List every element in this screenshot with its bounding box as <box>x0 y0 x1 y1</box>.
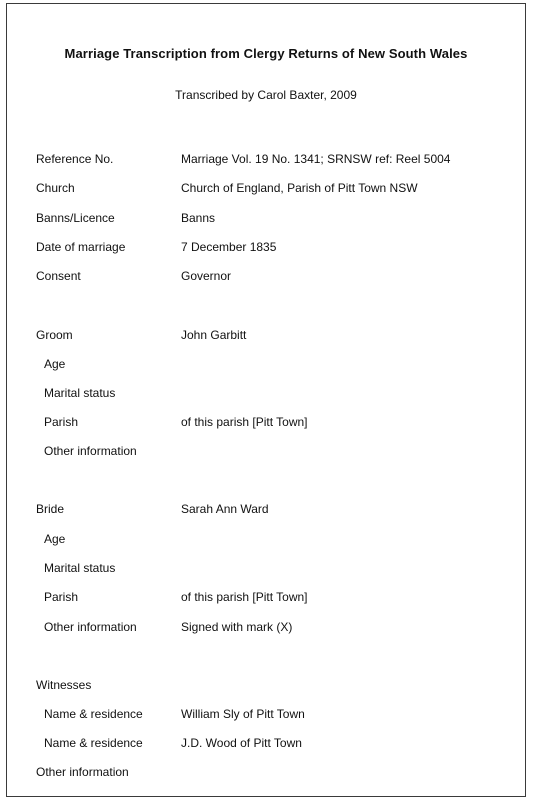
church-row <box>7 179 525 197</box>
banns-row <box>7 209 525 227</box>
groom-other-row <box>7 442 525 460</box>
consent-row <box>7 267 525 285</box>
witness-2-label: Name & residence <box>44 736 143 750</box>
witness-1-label: Name & residence <box>44 707 143 721</box>
bride-marital-label: Marital status <box>44 561 116 575</box>
banns-value: Banns <box>181 211 216 225</box>
bride-other-row <box>7 618 525 636</box>
other-information-row <box>7 763 525 781</box>
bride-parish-row <box>7 588 525 606</box>
consent-label: Consent <box>36 269 81 283</box>
church-value: Church of England, Parish of Pitt Town NSW <box>181 181 418 195</box>
bride-row <box>7 500 525 518</box>
groom-parish-row <box>7 413 525 431</box>
groom-marital-label: Marital status <box>44 386 116 400</box>
bride-age-row <box>7 530 525 548</box>
witness-1-value: William Sly of Pitt Town <box>181 707 305 721</box>
groom-row <box>7 326 525 344</box>
groom-parish-value: of this parish [Pitt Town] <box>181 415 308 429</box>
groom-parish-label: Parish <box>44 415 79 429</box>
bride-parish-label: Parish <box>44 590 79 604</box>
bride-marital-row <box>7 559 525 577</box>
groom-age-label: Age <box>44 357 66 371</box>
banns-label: Banns/Licence <box>36 211 115 225</box>
witnesses-row <box>7 676 525 694</box>
groom-age-row <box>7 355 525 373</box>
groom-other-label: Other information <box>44 444 137 458</box>
consent-value: Governor <box>181 269 232 283</box>
date-row <box>7 238 525 256</box>
witness-row-1 <box>7 705 525 723</box>
other-information-label: Other information <box>36 765 129 779</box>
witness-row-2 <box>7 734 525 752</box>
groom-label: Groom <box>36 328 73 342</box>
bride-parish-value: of this parish [Pitt Town] <box>181 590 308 604</box>
transcriber-credit: Transcribed by Carol Baxter, 2009 <box>175 88 357 102</box>
reference-value: Marriage Vol. 19 No. 1341; SRNSW ref: Reel 5004 <box>181 152 451 166</box>
witnesses-label: Witnesses <box>36 678 92 692</box>
bride-other-value: Signed with mark (X) <box>181 620 293 634</box>
groom-marital-row <box>7 384 525 402</box>
bride-label: Bride <box>36 502 65 516</box>
witness-2-value: J.D. Wood of Pitt Town <box>181 736 302 750</box>
document-title: Marriage Transcription from Clergy Returns of New South Wales <box>64 46 468 61</box>
bride-name: Sarah Ann Ward <box>181 502 269 516</box>
reference-row <box>7 150 525 168</box>
bride-age-label: Age <box>44 532 66 546</box>
date-value: 7 December 1835 <box>181 240 277 254</box>
church-label: Church <box>36 181 75 195</box>
document-page <box>6 3 526 797</box>
groom-name: John Garbitt <box>181 328 247 342</box>
reference-label: Reference No. <box>36 152 114 166</box>
date-label: Date of marriage <box>36 240 126 254</box>
bride-other-label: Other information <box>44 620 137 634</box>
